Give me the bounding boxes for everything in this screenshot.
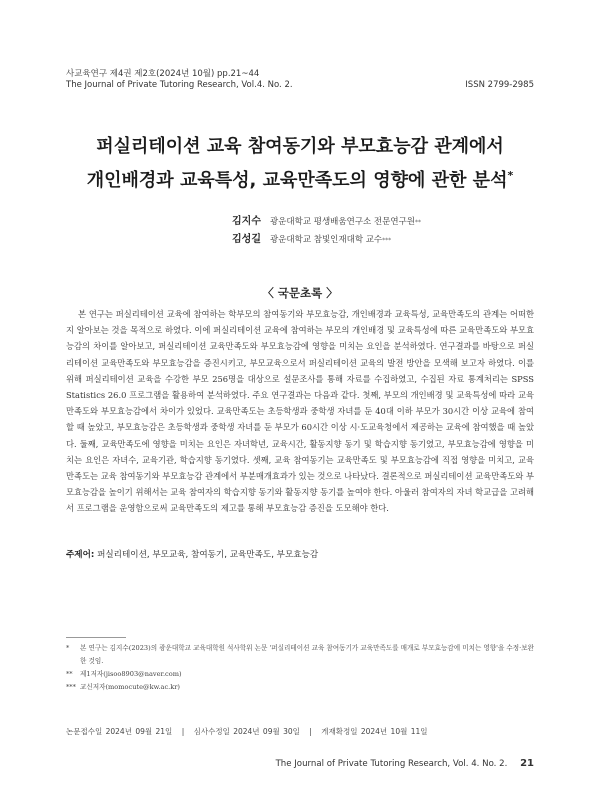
author-2 bbox=[232, 231, 421, 249]
footnote-text: 본 연구는 김지수(2023)의 광운대학교 교육대학원 석사학위 논문 '퍼실리테이션 교육 참여동기가 교육만족도를 매개로 부모효능감에 미치는 영향'을 수정·보완한 것임. bbox=[80, 644, 534, 665]
author-name: 김지수 bbox=[232, 216, 261, 227]
footnotes bbox=[66, 642, 534, 694]
revised-date: 심사수정일 2024년 09월 30일 bbox=[193, 727, 300, 736]
received-date: 논문접수일 2024년 09월 21일 bbox=[66, 727, 173, 736]
footer-journal: The Journal of Private Tutoring Research, Vol. 4. No. 2. bbox=[275, 759, 508, 769]
footnote-text: 교신저자(momocute@kw.ac.kr) bbox=[80, 683, 180, 691]
keywords-text: 퍼실리테이션, 부모교육, 참여동기, 교육만족도, 부모효능감 bbox=[97, 550, 319, 560]
author-mark: *** bbox=[382, 237, 392, 244]
submission-dates bbox=[66, 726, 428, 737]
title-line-2: 개인배경과 교육특성, 교육만족도의 영향에 관한 분석* bbox=[86, 169, 514, 191]
author-list bbox=[232, 213, 421, 249]
footnote-mark: ** bbox=[66, 670, 73, 678]
author-1 bbox=[232, 213, 421, 231]
author-affiliation: 광운대학교 평생배움연구소 전문연구원 bbox=[270, 217, 415, 227]
footnote bbox=[66, 681, 534, 694]
author-mark: ** bbox=[415, 219, 421, 226]
issn: ISSN 2799-2985 bbox=[465, 80, 534, 90]
title-line-1: 퍼실리테이션 교육 참여동기와 부모효능감 관계에서 bbox=[96, 136, 504, 157]
footnote bbox=[66, 668, 534, 681]
footnote-divider bbox=[66, 637, 126, 638]
paper-title bbox=[40, 132, 560, 195]
page-number: 21 bbox=[520, 758, 534, 769]
author-affiliation: 광운대학교 참빛인재대학 교수 bbox=[270, 235, 383, 245]
date-separator: | bbox=[181, 727, 185, 736]
abstract-heading: 〈 국문초록 〉 bbox=[262, 286, 338, 300]
journal-english-name: The Journal of Private Tutoring Research, Vol.4. No. 2. bbox=[66, 80, 293, 90]
footnote-text: 제1저자(jisoo8903@naver.com) bbox=[80, 670, 182, 678]
accepted-date: 게재확정일 2024년 10월 11일 bbox=[321, 727, 428, 736]
footnote-mark: *** bbox=[66, 683, 76, 691]
keywords-label: 주제어: bbox=[66, 550, 95, 560]
keywords bbox=[66, 548, 318, 560]
title-footnote-mark: * bbox=[507, 169, 514, 182]
journal-korean-header: 사교육연구 제4권 제2호(2024년 10월) pp.21~44 bbox=[66, 69, 260, 79]
page-footer bbox=[276, 758, 534, 769]
author-name: 김성길 bbox=[232, 234, 261, 245]
abstract-body: 본 연구는 퍼실리테이션 교육에 참여하는 학부모의 참여동기와 부모효능감, 개인배경과 교육특성, 교육만족도의 관계는 어떠한지 알아보는 것을 목적으로 하였다. 이에 퍼실리테이션 교육에 참여하는 부모의 개인배경 및 교육특성에 따른 교육만족도와 부모효능감의 차이를 알아보고, 퍼실리테이션 교육만족도와 부모효능감에 영향을 미치는 요인을 분석하였다. 연구결과를 바탕으로 퍼실리테이션 교육만족도와 부모효능감을 증진시키고, 부모교육으로서 퍼실리테이션 교육의 발전 방안을 모색해 보고자 하였다. 이를 위해 퍼실리테이션 교육을 수강한 부모 256명을 대상으로 설문조사를 통해 자료를 수집하였고, 수집된 자료 통계처리는 SPSS Statistics 26.0 프로그램을 활용하여 분석하였다. 주요 연구결과는 다음과 같다. 첫째, 부모의 개인배경 및 교육특성에 따라 교육만족도와 부모효능감에서 차이가 있었다. 교육만족도는 초등학생과 중학생 자녀를 둔 40대 이하 부모가 30시간 이상 교육에 참여할 때 높았고, 부모효능감은 초등학생과 중학생 자녀를 둔 부모가 60시간 이상 시·도교육청에서 제공하는 교육에 참여했을 때 높았다. 둘째, 교육만족도에 영향을 미치는 요인은 자녀학년, 교육시간, 활동지향 동기 및 학습지향 동기였고, 부모효능감에 영향을 미치는 요인은 자녀수, 교육기관, 학습지향 동기였다. 셋째, 교육 참여동기는 교육만족도 및 부모효능감에 직접 영향을 미치고, 교육만족도는 교육 참여동기와 부모효능감 관계에서 부분매개효과가 있는 것으로 나타났다. 결론적으로 퍼실리테이션 교육만족도와 부모효능감을 높이기 위해서는 교육 참여자의 학습지향 동기와 활동지향 동기를 높여야 한다. 아울러 참여자의 자녀 학교급을 고려해서 프로그램을 운영함으로써 교육만족도의 제고를 통해 부모효능감 증진을 도모해야 한다. bbox=[66, 309, 534, 514]
footnote bbox=[66, 642, 534, 668]
footnote-mark: * bbox=[66, 644, 70, 652]
journal-english-header bbox=[66, 80, 534, 90]
date-separator: | bbox=[309, 727, 312, 736]
